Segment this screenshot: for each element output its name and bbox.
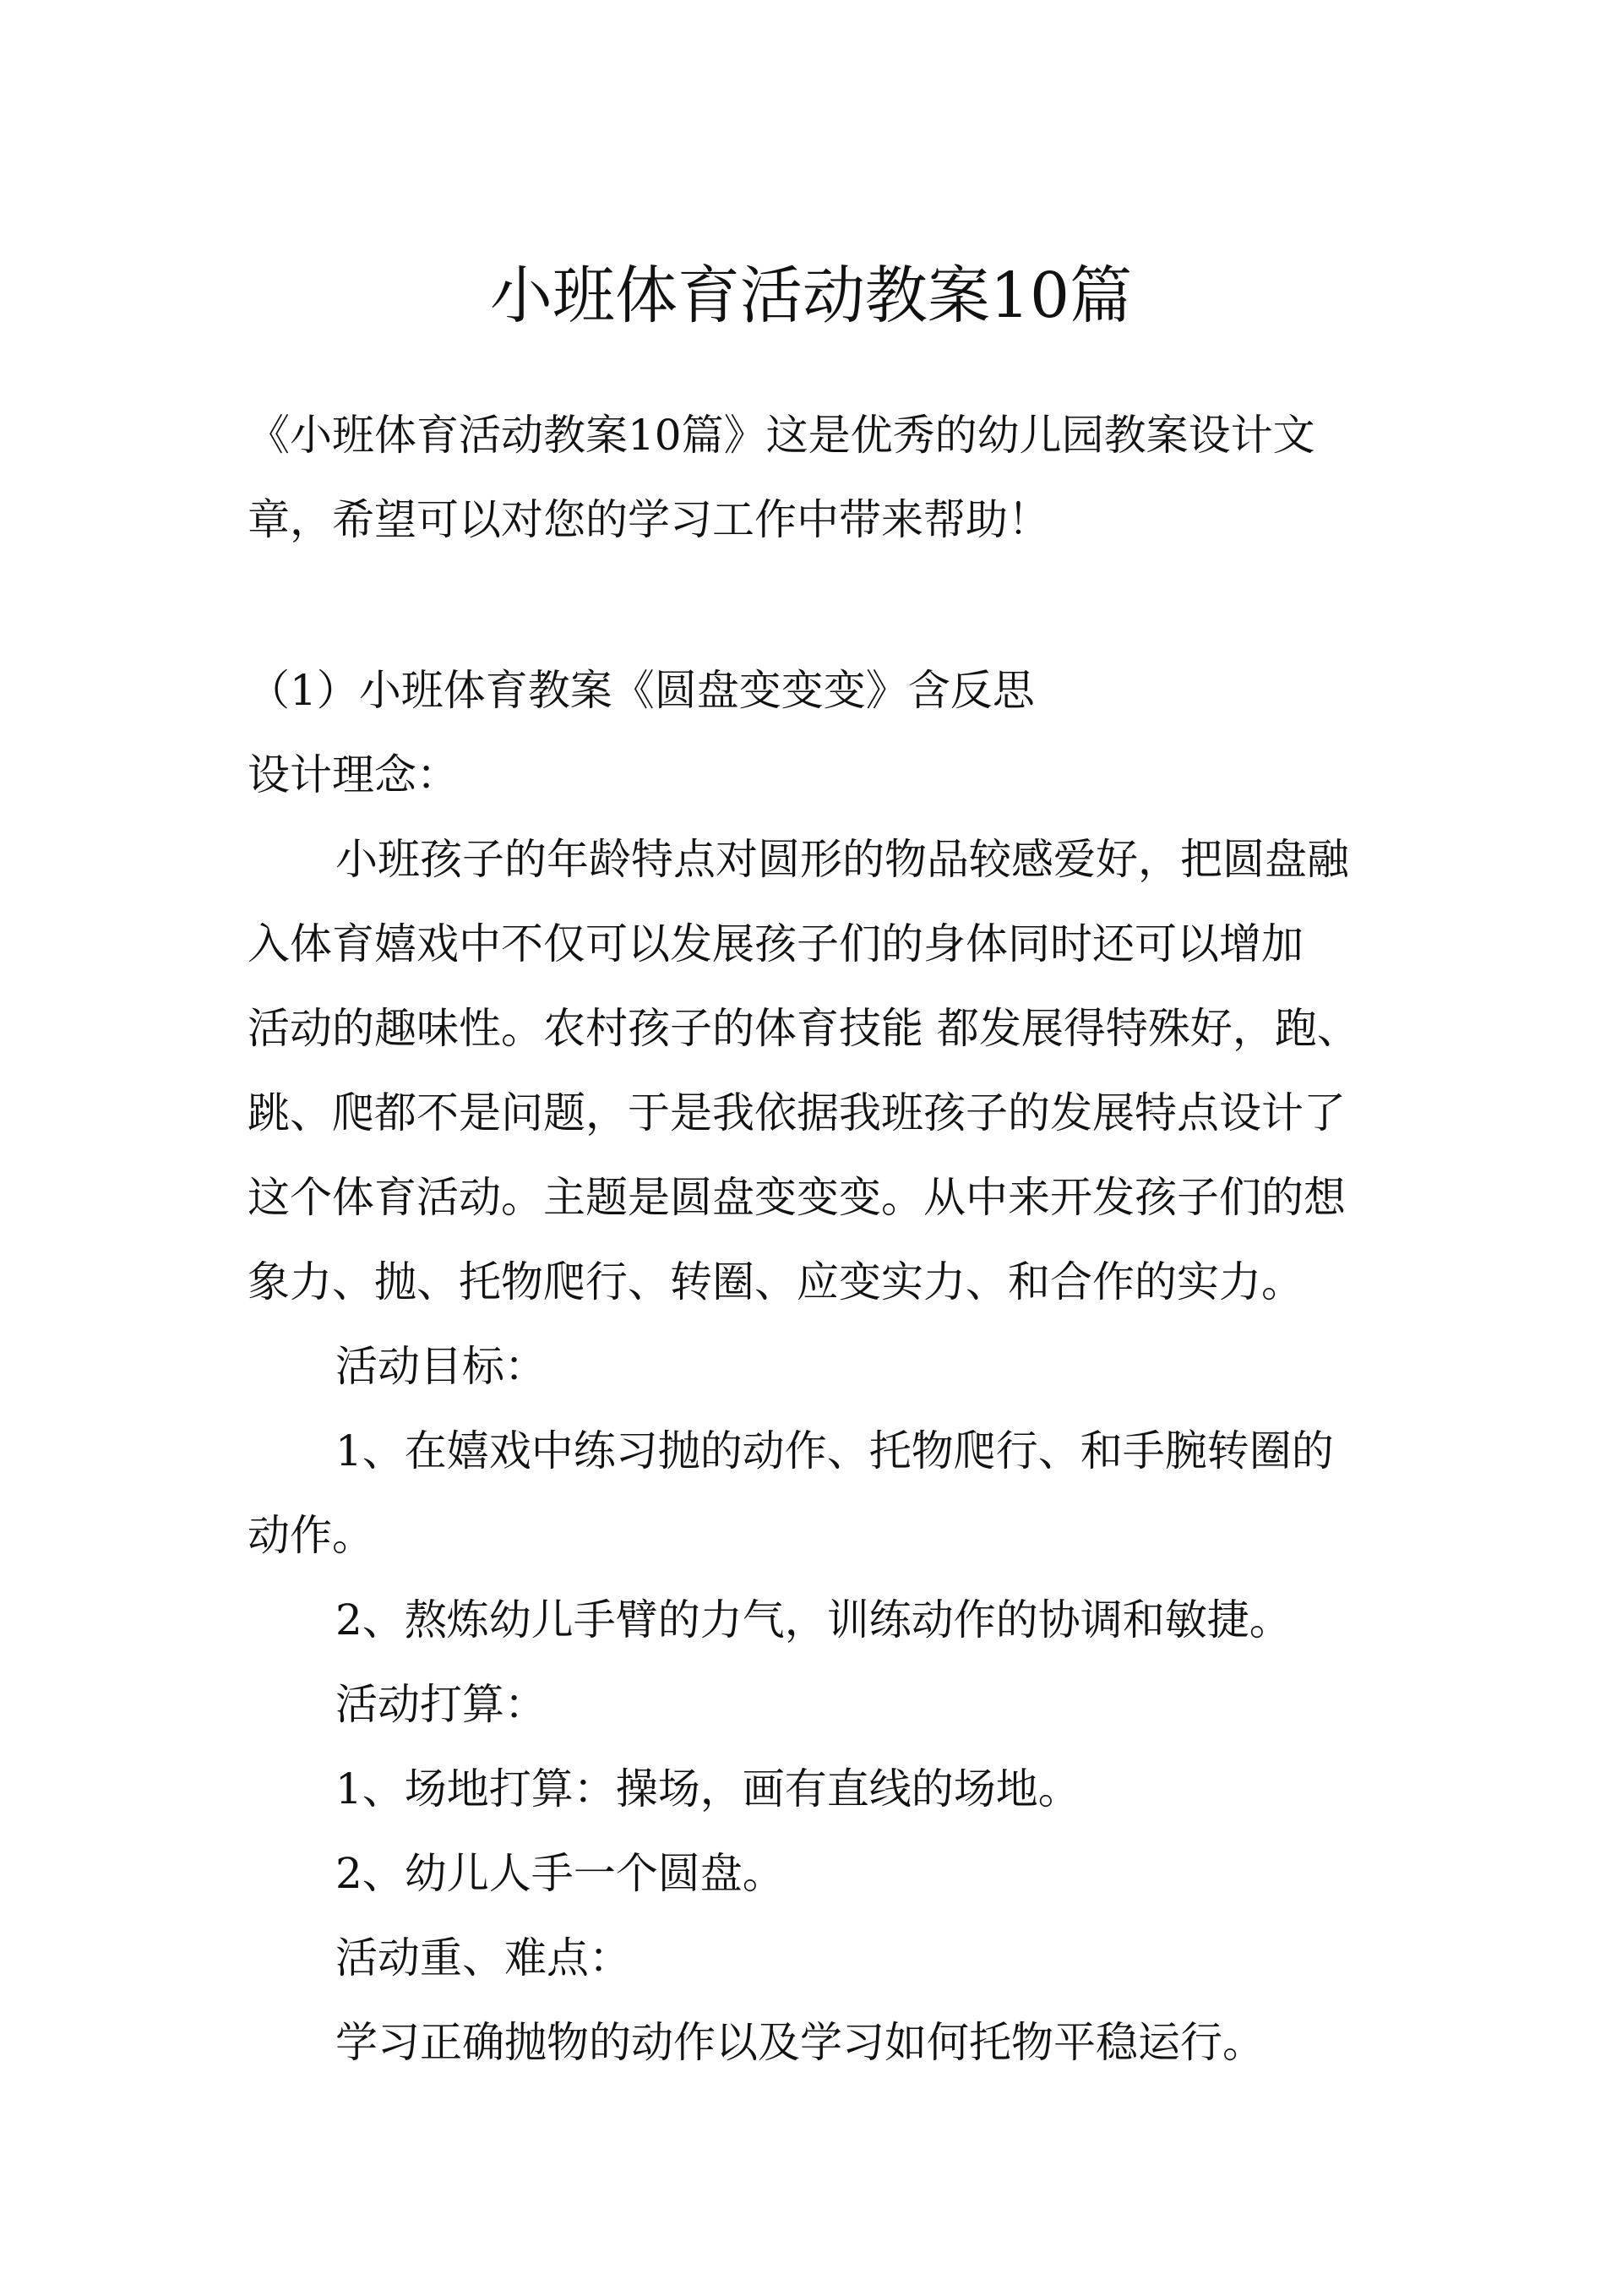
- design-concept-line-5: 这个体育活动。主题是圆盘变变变。从中来开发孩子们的想: [248, 1173, 1346, 1222]
- design-concept-line-2: 入体育嬉戏中不仅可以发展孩子们的身体同时还可以增加: [248, 919, 1304, 968]
- design-concept-line-4: 跳、爬都不是问题，于是我依据我班孩子的发展特点设计了: [248, 1088, 1346, 1137]
- design-concept-line-1: 小班孩子的年龄特点对圆形的物品较感爱好，把圆盘融: [335, 835, 1349, 884]
- design-concept-line-3: 活动的趣味性。农村孩子的体育技能 都发展得特殊好，跑、: [248, 1004, 1359, 1053]
- prep-1: 1、场地打算：操场，画有直线的场地。: [335, 1764, 1080, 1813]
- design-concept-line-6: 象力、抛、托物爬行、转圈、应变实力、和合作的实力。: [248, 1257, 1304, 1306]
- goal-1-line-2: 动作。: [248, 1511, 374, 1560]
- prep-label: 活动打算：: [335, 1680, 547, 1729]
- goal-2: 2、熬炼幼儿手臂的力气，训练动作的协调和敏捷。: [335, 1595, 1292, 1644]
- goals-label: 活动目标：: [335, 1342, 547, 1391]
- keypoints-body: 学习正确抛物的动作以及学习如何托物平稳运行。: [335, 2018, 1265, 2067]
- design-concept-label: 设计理念：: [248, 750, 459, 799]
- goal-1-line-1: 1、在嬉戏中练习抛的动作、托物爬行、和手腕转圈的: [335, 1426, 1334, 1475]
- prep-2: 2、幼儿人手一个圆盘。: [335, 1849, 785, 1898]
- section-heading: （1）小班体育教案《圆盘变变变》含反思: [248, 666, 1035, 715]
- intro-line-2: 章，希望可以对您的学习工作中带来帮助！: [248, 495, 1050, 544]
- keypoints-label: 活动重、难点：: [335, 1933, 631, 1982]
- intro-line-1: 《小班体育活动教案10篇》这是优秀的幼儿园教案设计文: [248, 411, 1315, 460]
- document-title: 小班体育活动教案10篇: [489, 259, 1133, 332]
